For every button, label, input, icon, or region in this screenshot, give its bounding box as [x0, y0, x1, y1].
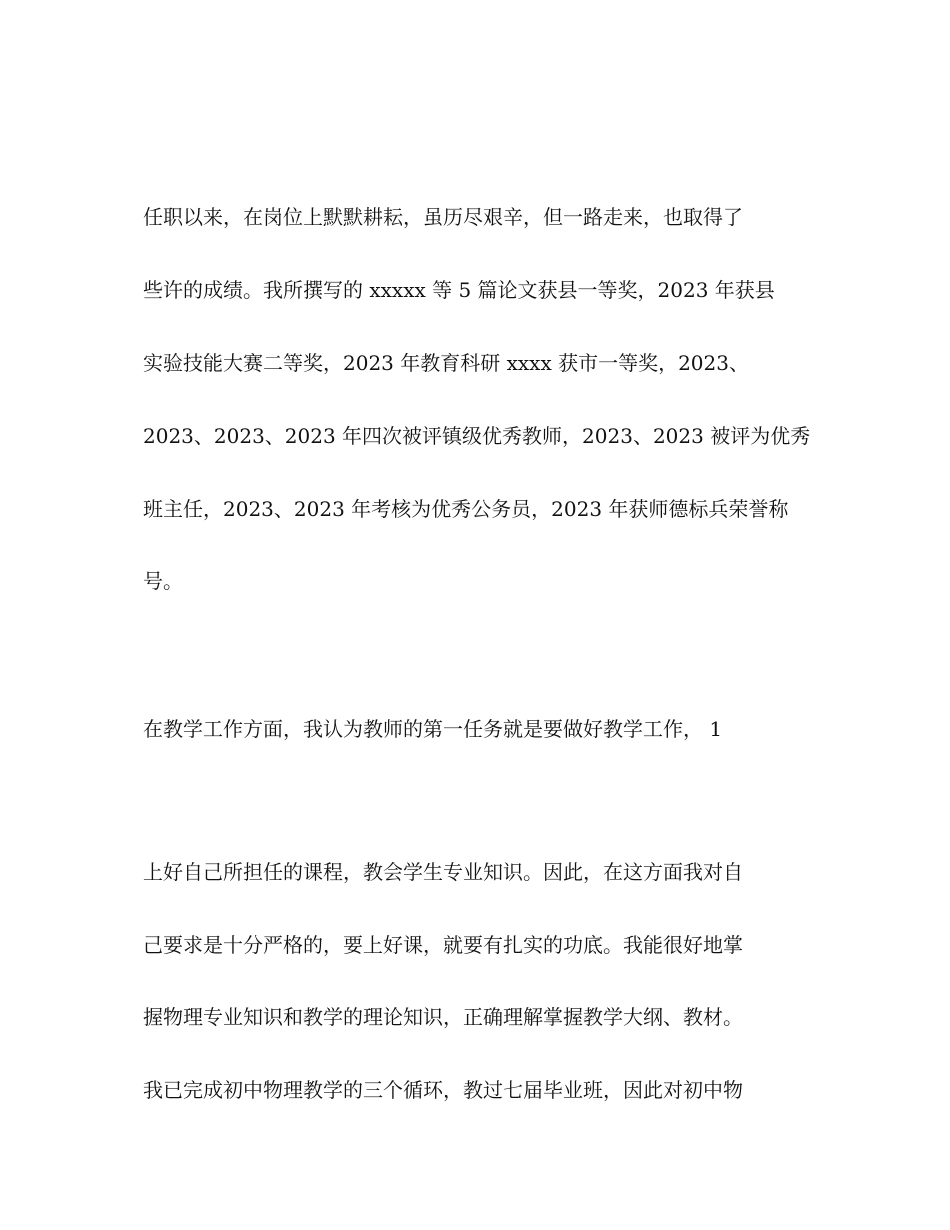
paragraph-3-line-3: 握物理专业知识和教学的理论知识，正确理解掌握教学大纲、教材。: [143, 1005, 743, 1029]
paragraph-3-line-1: 上好自己所担任的课程，教会学生专业知识。因此，在这方面我对自: [143, 860, 743, 884]
paragraph-1-line-4: 2023、2023、2023 年四次被评镇级优秀教师，2023、2023 被评为优秀: [143, 424, 811, 448]
paragraph-3-line-2: 己要求是十分严格的，要上好课，就要有扎实的功底。我能很好地掌: [143, 933, 743, 957]
paragraph-3-line-4: 我已完成初中物理教学的三个循环，教过七届毕业班，因此对初中物: [143, 1078, 743, 1102]
paragraph-1-line-6: 号。: [143, 569, 183, 593]
paragraph-1-line-2: 些许的成绩。我所撰写的 xxxxx 等 5 篇论文获县一等奖，2023 年获县: [143, 278, 775, 302]
paragraph-1-line-3: 实验技能大赛二等奖，2023 年教育科研 xxxx 获市一等奖，2023、: [143, 351, 749, 375]
paragraph-1-line-1: 任职以来，在岗位上默默耕耘，虽历尽艰辛，但一路走来，也取得了: [143, 205, 743, 229]
paragraph-2-line-1: 在教学工作方面，我认为教师的第一任务就是要做好教学工作， 1: [143, 717, 723, 741]
paragraph-1-line-5: 班主任，2023、2023 年考核为优秀公务员，2023 年获师德标兵荣誉称: [143, 497, 789, 521]
